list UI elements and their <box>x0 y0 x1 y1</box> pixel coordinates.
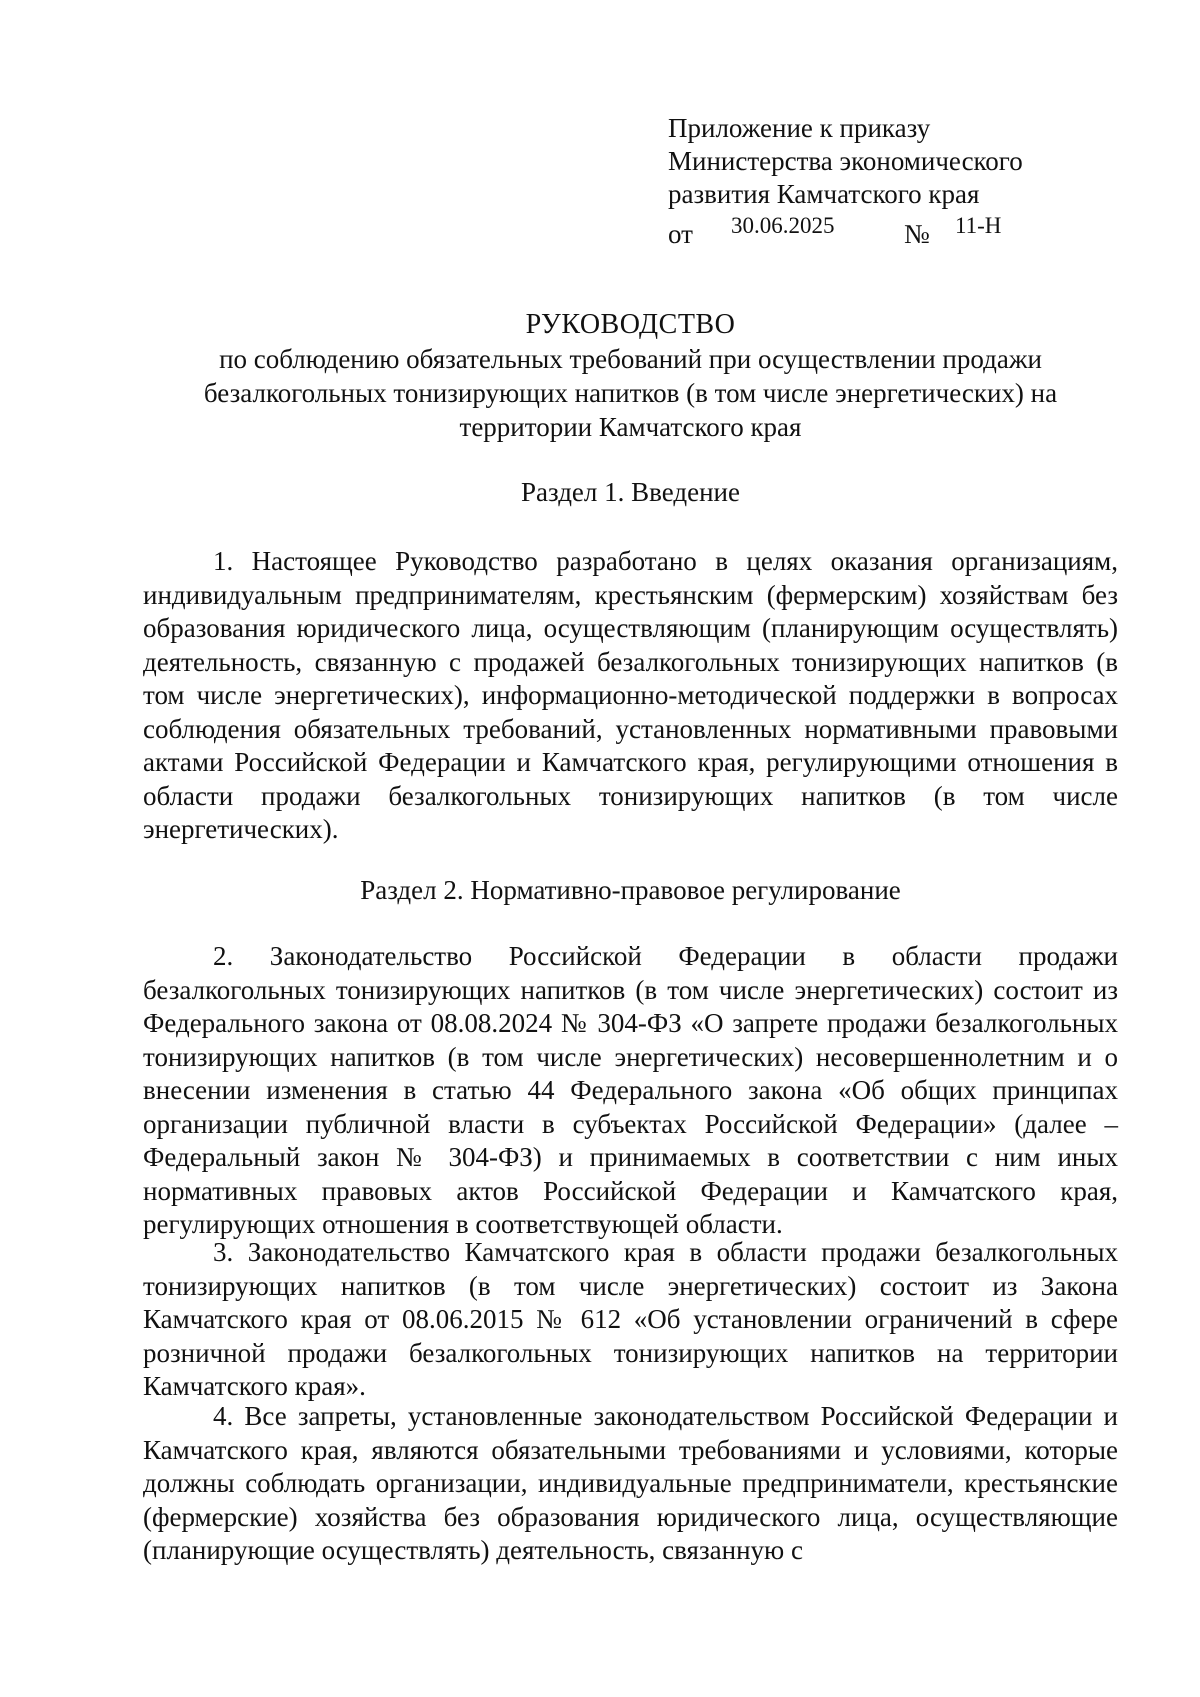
section-1-heading: Раздел 1. Введение <box>521 477 740 507</box>
appendix-line-2: Министерства экономического <box>668 146 1023 176</box>
document-title <box>143 308 1118 444</box>
paragraph-1: 1. Настоящее Руководство разработано в целях оказания организациям, индивидуальным предпринимателям, крестьянским (фермерским) хозяйствам без образования юридического лица, осуществляющим (планирующим осуществлять) деятельность, связанную с продажей безалкогольных тонизирующих напитков (в том числе энергетических), информационно-методической поддержки в вопросах соблюдения обязательных требований, установленных нормативными правовыми актами Российской Федерации и Камчатского края, регулирующими отношения в области продажи безалкогольных тонизирующих напитков (в том числе энергетических). <box>143 546 1118 844</box>
appendix-block <box>668 112 1088 249</box>
order-date: 30.06.2025 <box>731 213 835 238</box>
paragraph-2: 2. Законодательство Российской Федерации в области продажи безалкогольных тонизирующих напитков (в том числе энергетических) состоит из Федерального закона от 08.08.2024 № 304-ФЗ «О запрете продажи безалкогольных тонизирующих напитков (в том числе энергетических) несовершеннолетним и о внесении изменения в статью 44 Федерального закона «Об общих принципах организации публичной власти в субъектах Российской Федерации» (далее – Федеральный закон № 304-ФЗ) и принимаемых в соответствии с ним иных нормативных правовых актов Российской Федерации и Камчатского края, регулирующих отношения в соответствующей области. <box>143 941 1118 1239</box>
number-sign: № <box>904 219 930 249</box>
from-label: от <box>668 219 693 249</box>
title-heading: РУКОВОДСТВО <box>525 309 736 340</box>
subtitle-line-2: безалкогольных тонизирующих напитков (в том числе энергетических) на <box>203 378 1058 408</box>
subtitle-line-3: территории Камчатского края <box>459 412 802 442</box>
section-2-heading: Раздел 2. Нормативно-правовое регулирование <box>360 875 901 905</box>
order-date-number <box>668 212 1088 249</box>
paragraph-4: 4. Все запреты, установленные законодательством Российской Федерации и Камчатского края, являются обязательными требованиями и условиями, которые должны соблюдать организации, индивидуальные предприниматели, крестьянские (фермерские) хозяйства без образования юридического лица, осуществляющие (планирующие осуществлять) деятельность, связанную с <box>143 1401 1118 1565</box>
paragraph-3: 3. Законодательство Камчатского края в области продажи безалкогольных тонизирующих напитков (в том числе энергетических) состоит из Закона Камчатского края от 08.06.2015 № 612 «Об установлении ограничений в сфере розничной продажи безалкогольных тонизирующих напитков на территории Камчатского края». <box>143 1237 1118 1401</box>
appendix-line-3: развития Камчатского края <box>668 179 980 209</box>
order-number: 11-Н <box>955 213 1002 238</box>
appendix-line-1: Приложение к приказу <box>668 113 931 143</box>
subtitle-line-1: по соблюдению обязательных требований при осуществлении продажи <box>219 344 1042 374</box>
